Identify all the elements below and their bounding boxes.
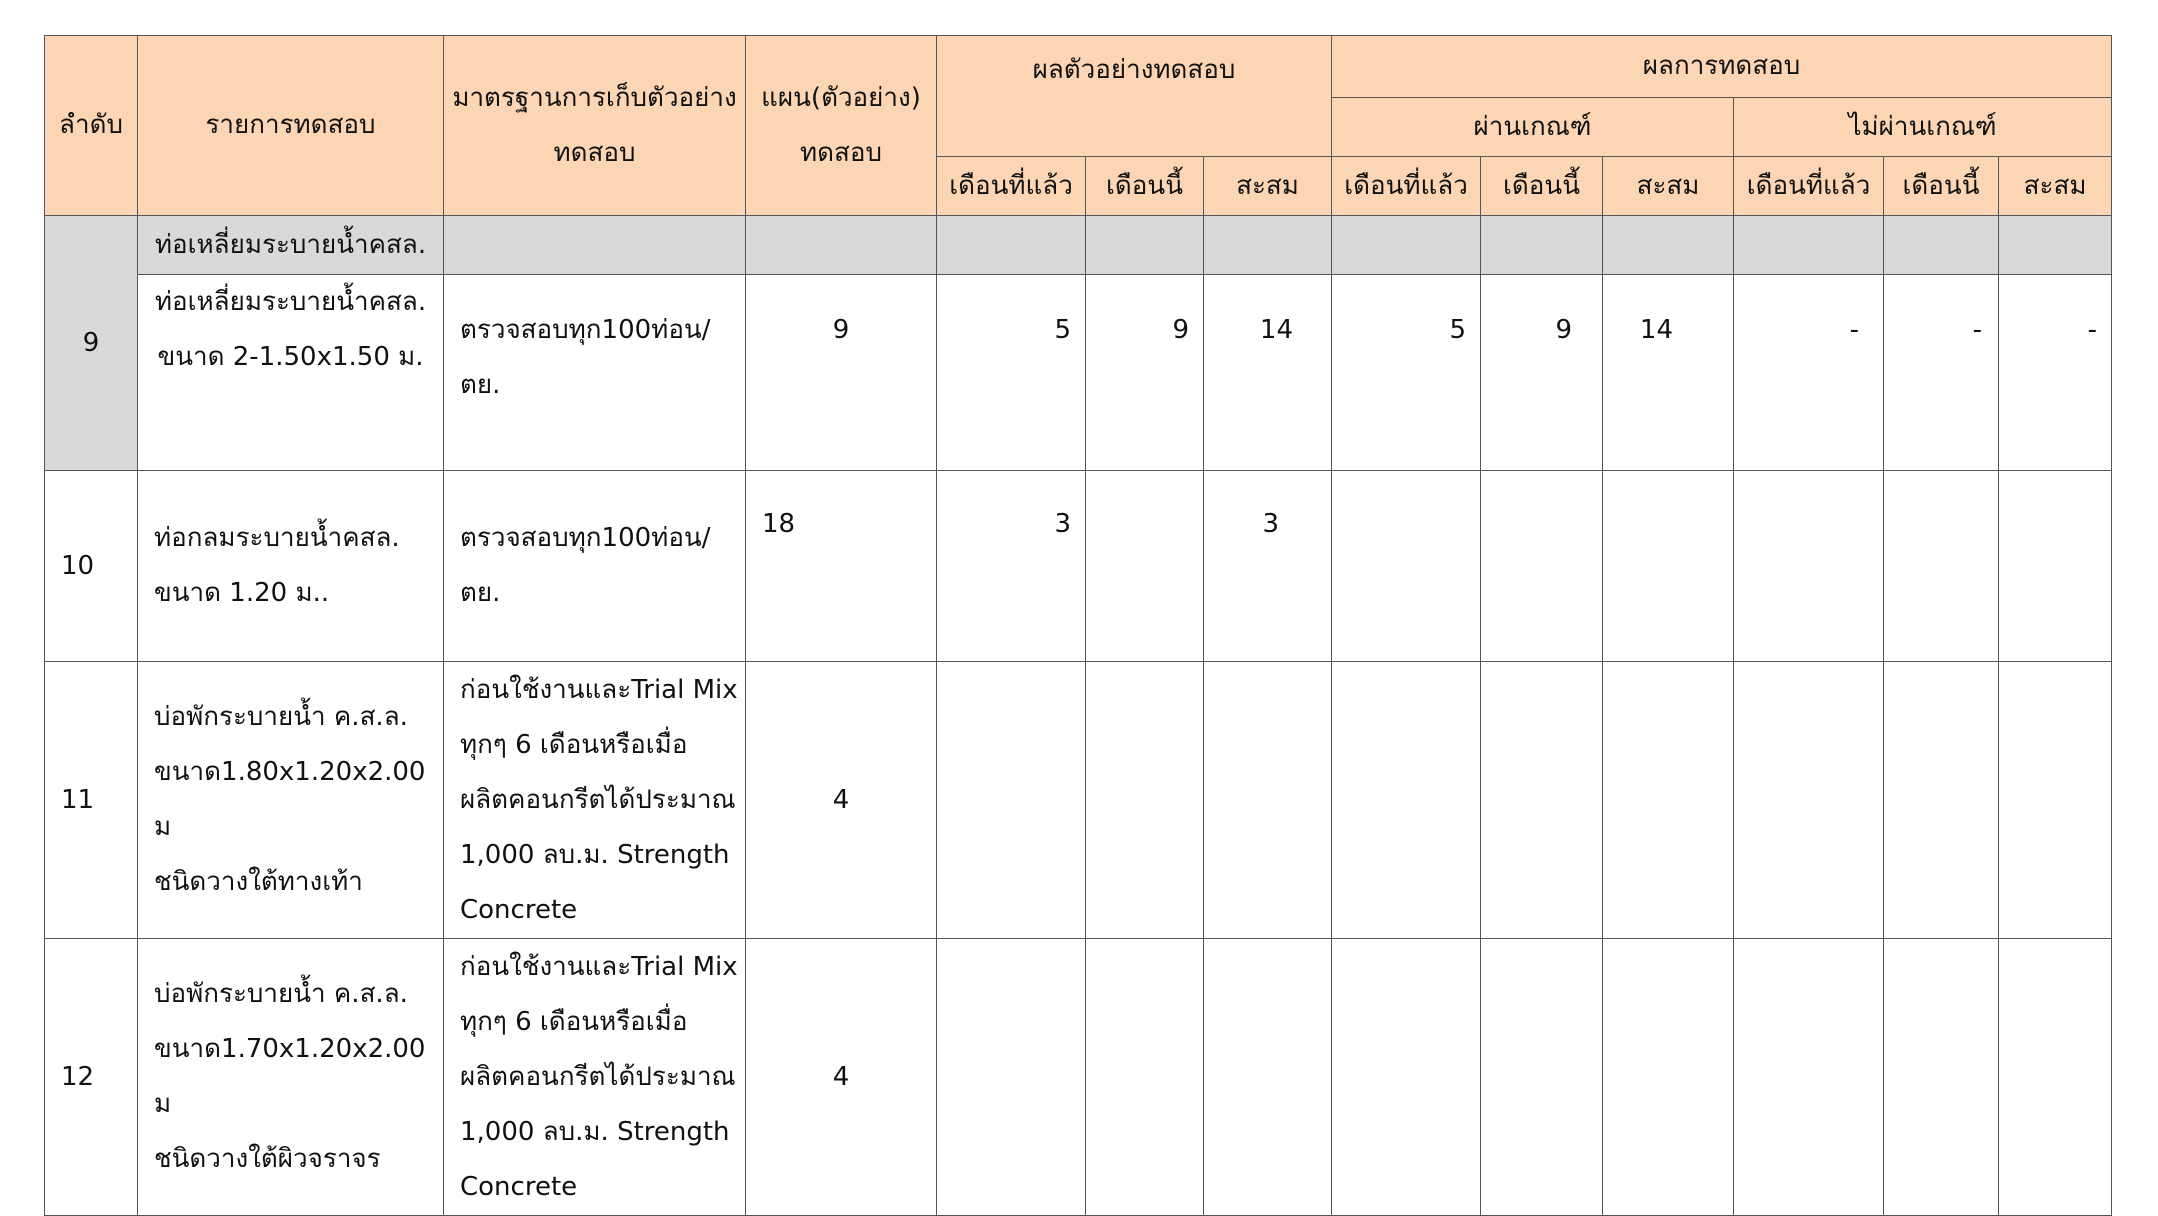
row-11-pass-last (1332, 662, 1481, 939)
header-fail-cumulative: สะสม (1999, 157, 2112, 216)
group-row (45, 216, 2112, 275)
row-11-fail-this (1884, 662, 1999, 939)
row-10-standard-line: ตย. (460, 578, 501, 608)
row-9-item-line: ท่อเหลี่ยมระบายน้ำคสล. (154, 287, 427, 317)
grey-cell (1481, 216, 1603, 275)
header-sample-last-month: เดือนที่แล้ว (937, 157, 1086, 216)
row-12-fail-last (1734, 939, 1884, 1216)
row-12-item (138, 939, 444, 1216)
header-fail (1734, 98, 2112, 157)
row-10-pass-cum (1603, 471, 1734, 662)
grey-cell (1603, 216, 1734, 275)
grey-cell (1884, 216, 1999, 275)
row-9-sample-last: 5 (937, 275, 1086, 471)
row-12-pass-this (1481, 939, 1603, 1216)
row-10-pass-last (1332, 471, 1481, 662)
row-10-pass-this (1481, 471, 1603, 662)
row-11-standard-line: ทุกๆ 6 เดือนหรือเมื่อ (460, 729, 688, 760)
row-10-sample-last: 3 (937, 471, 1086, 662)
row-9-fail-last: - (1734, 275, 1884, 471)
test-results-table (44, 35, 2112, 1216)
row-12-sample-last (937, 939, 1086, 1216)
row-10-item (138, 471, 444, 662)
row-9-item-line: ขนาด 2-1.50x1.50 ม. (157, 342, 424, 372)
row-9-order: 9 (45, 216, 138, 471)
row-9-pass-last: 5 (1332, 275, 1481, 471)
row-11-standard-line: 1,000 ลบ.ม. Strength (460, 839, 730, 870)
header-standard (444, 36, 746, 216)
row-12-order: 12 (45, 939, 138, 1216)
grey-cell (937, 216, 1086, 275)
row-9-standard (444, 275, 746, 471)
row-11-standard-line: ก่อนใช้งานและTrial Mix (460, 674, 738, 705)
header-fail-last-month: เดือนที่แล้ว (1734, 157, 1884, 216)
row-10-item-line: ท่อกลมระบายน้ำคสล. (154, 523, 400, 553)
grey-cell (1999, 216, 2112, 275)
header-pass-label: ผ่านเกณฑ์ (1473, 111, 1592, 142)
header-sample-results (937, 36, 1332, 157)
header-test-results-label: ผลการทดสอบ (1642, 51, 1801, 81)
grey-cell (1734, 216, 1884, 275)
row-10-standard (444, 471, 746, 662)
row-10-plan: 18 (746, 471, 937, 662)
row-9-sample-this: 9 (1086, 275, 1204, 471)
row-9-plan: 9 (746, 275, 937, 471)
row-12-standard-line: Concrete (460, 1171, 578, 1202)
row-12-plan: 4 (746, 939, 937, 1216)
header-standard-line-2: ทดสอบ (553, 137, 636, 168)
row-9-group-label: ท่อเหลี่ยมระบายน้ำคสล. (138, 216, 444, 275)
row-11-standard (444, 662, 746, 939)
grey-cell (746, 216, 937, 275)
row-9-standard-line: ตรวจสอบทุก100ท่อน/ตย. (460, 315, 711, 400)
table-row (45, 275, 2112, 471)
header-plan-line-2: ทดสอบ (799, 137, 882, 168)
header-fail-label: ไม่ผ่านเกณฑ์ (1848, 111, 1997, 142)
table-row (45, 939, 2112, 1216)
row-9-sample-cum: 14 (1204, 275, 1332, 471)
row-12-pass-cum (1603, 939, 1734, 1216)
table-body (45, 216, 2112, 1216)
row-11-item (138, 662, 444, 939)
row-10-order: 10 (45, 471, 138, 662)
row-12-fail-this (1884, 939, 1999, 1216)
row-9-item (138, 275, 444, 471)
grey-cell (444, 216, 746, 275)
header-pass (1332, 98, 1734, 157)
row-12-standard-line: 1,000 ลบ.ม. Strength (460, 1116, 730, 1147)
row-12-standard (444, 939, 746, 1216)
header-item (138, 36, 444, 216)
row-12-standard-line: ทุกๆ 6 เดือนหรือเมื่อ (460, 1006, 688, 1037)
row-12-item-line: บ่อพักระบายน้ำ ค.ส.ล. (154, 979, 408, 1009)
table-header (45, 36, 2112, 216)
row-9-fail-this: - (1884, 275, 1999, 471)
row-11-sample-this (1086, 662, 1204, 939)
row-11-sample-cum (1204, 662, 1332, 939)
grey-cell (1332, 216, 1481, 275)
row-10-fail-this (1884, 471, 1999, 662)
header-test-results (1332, 36, 2112, 98)
header-pass-this-month: เดือนนี้ (1481, 157, 1603, 216)
row-10-item-line: ขนาด 1.20 ม.. (154, 578, 330, 608)
table-row (45, 662, 2112, 939)
header-fail-this-month: เดือนนี้ (1884, 157, 1999, 216)
row-12-sample-cum (1204, 939, 1332, 1216)
row-11-order: 11 (45, 662, 138, 939)
row-12-fail-cum (1999, 939, 2112, 1216)
header-order (45, 36, 138, 216)
row-11-pass-cum (1603, 662, 1734, 939)
row-12-item-line: ชนิดวางใต้ผิวจราจร (154, 1144, 381, 1174)
row-10-fail-cum (1999, 471, 2112, 662)
row-11-item-line: บ่อพักระบายน้ำ ค.ส.ล. (154, 702, 408, 732)
row-11-standard-line: ผลิตคอนกรีตได้ประมาณ (460, 784, 736, 815)
row-12-sample-this (1086, 939, 1204, 1216)
header-pass-cumulative: สะสม (1603, 157, 1734, 216)
header-order-label: ลำดับ (59, 110, 123, 140)
header-sample-this-month: เดือนนี้ (1086, 157, 1204, 216)
row-11-item-line: ชนิดวางใต้ทางเท้า (154, 867, 363, 897)
row-10-standard-line: ตรวจสอบทุก100ท่อน/ (460, 523, 711, 553)
row-11-item-line: ขนาด1.80x1.20x2.00 ม (154, 757, 426, 842)
row-11-standard-line: Concrete (460, 894, 578, 925)
header-plan-line-1: แผน(ตัวอย่าง) (761, 82, 921, 113)
header-item-label: รายการทดสอบ (205, 110, 376, 140)
row-9-pass-this: 9 (1481, 275, 1603, 471)
header-plan (746, 36, 937, 216)
row-12-item-line: ขนาด1.70x1.20x2.00 ม (154, 1034, 426, 1119)
header-standard-line-1: มาตรฐานการเก็บตัวอย่าง (452, 82, 737, 113)
row-11-plan: 4 (746, 662, 937, 939)
header-pass-last-month: เดือนที่แล้ว (1332, 157, 1481, 216)
row-12-standard-line: ผลิตคอนกรีตได้ประมาณ (460, 1061, 736, 1092)
row-10-sample-this (1086, 471, 1204, 662)
row-11-fail-last (1734, 662, 1884, 939)
grey-cell (1086, 216, 1204, 275)
row-12-pass-last (1332, 939, 1481, 1216)
row-12-standard-line: ก่อนใช้งานและTrial Mix (460, 951, 738, 982)
row-9-fail-cum: - (1999, 275, 2112, 471)
grey-cell (1204, 216, 1332, 275)
row-11-pass-this (1481, 662, 1603, 939)
row-11-fail-cum (1999, 662, 2112, 939)
row-9-pass-cum: 14 (1603, 275, 1734, 471)
header-sample-results-label: ผลตัวอย่างทดสอบ (1032, 54, 1236, 85)
table-row (45, 471, 2112, 662)
row-10-fail-last (1734, 471, 1884, 662)
row-10-sample-cum: 3 (1204, 471, 1332, 662)
header-sample-cumulative: สะสม (1204, 157, 1332, 216)
row-11-sample-last (937, 662, 1086, 939)
